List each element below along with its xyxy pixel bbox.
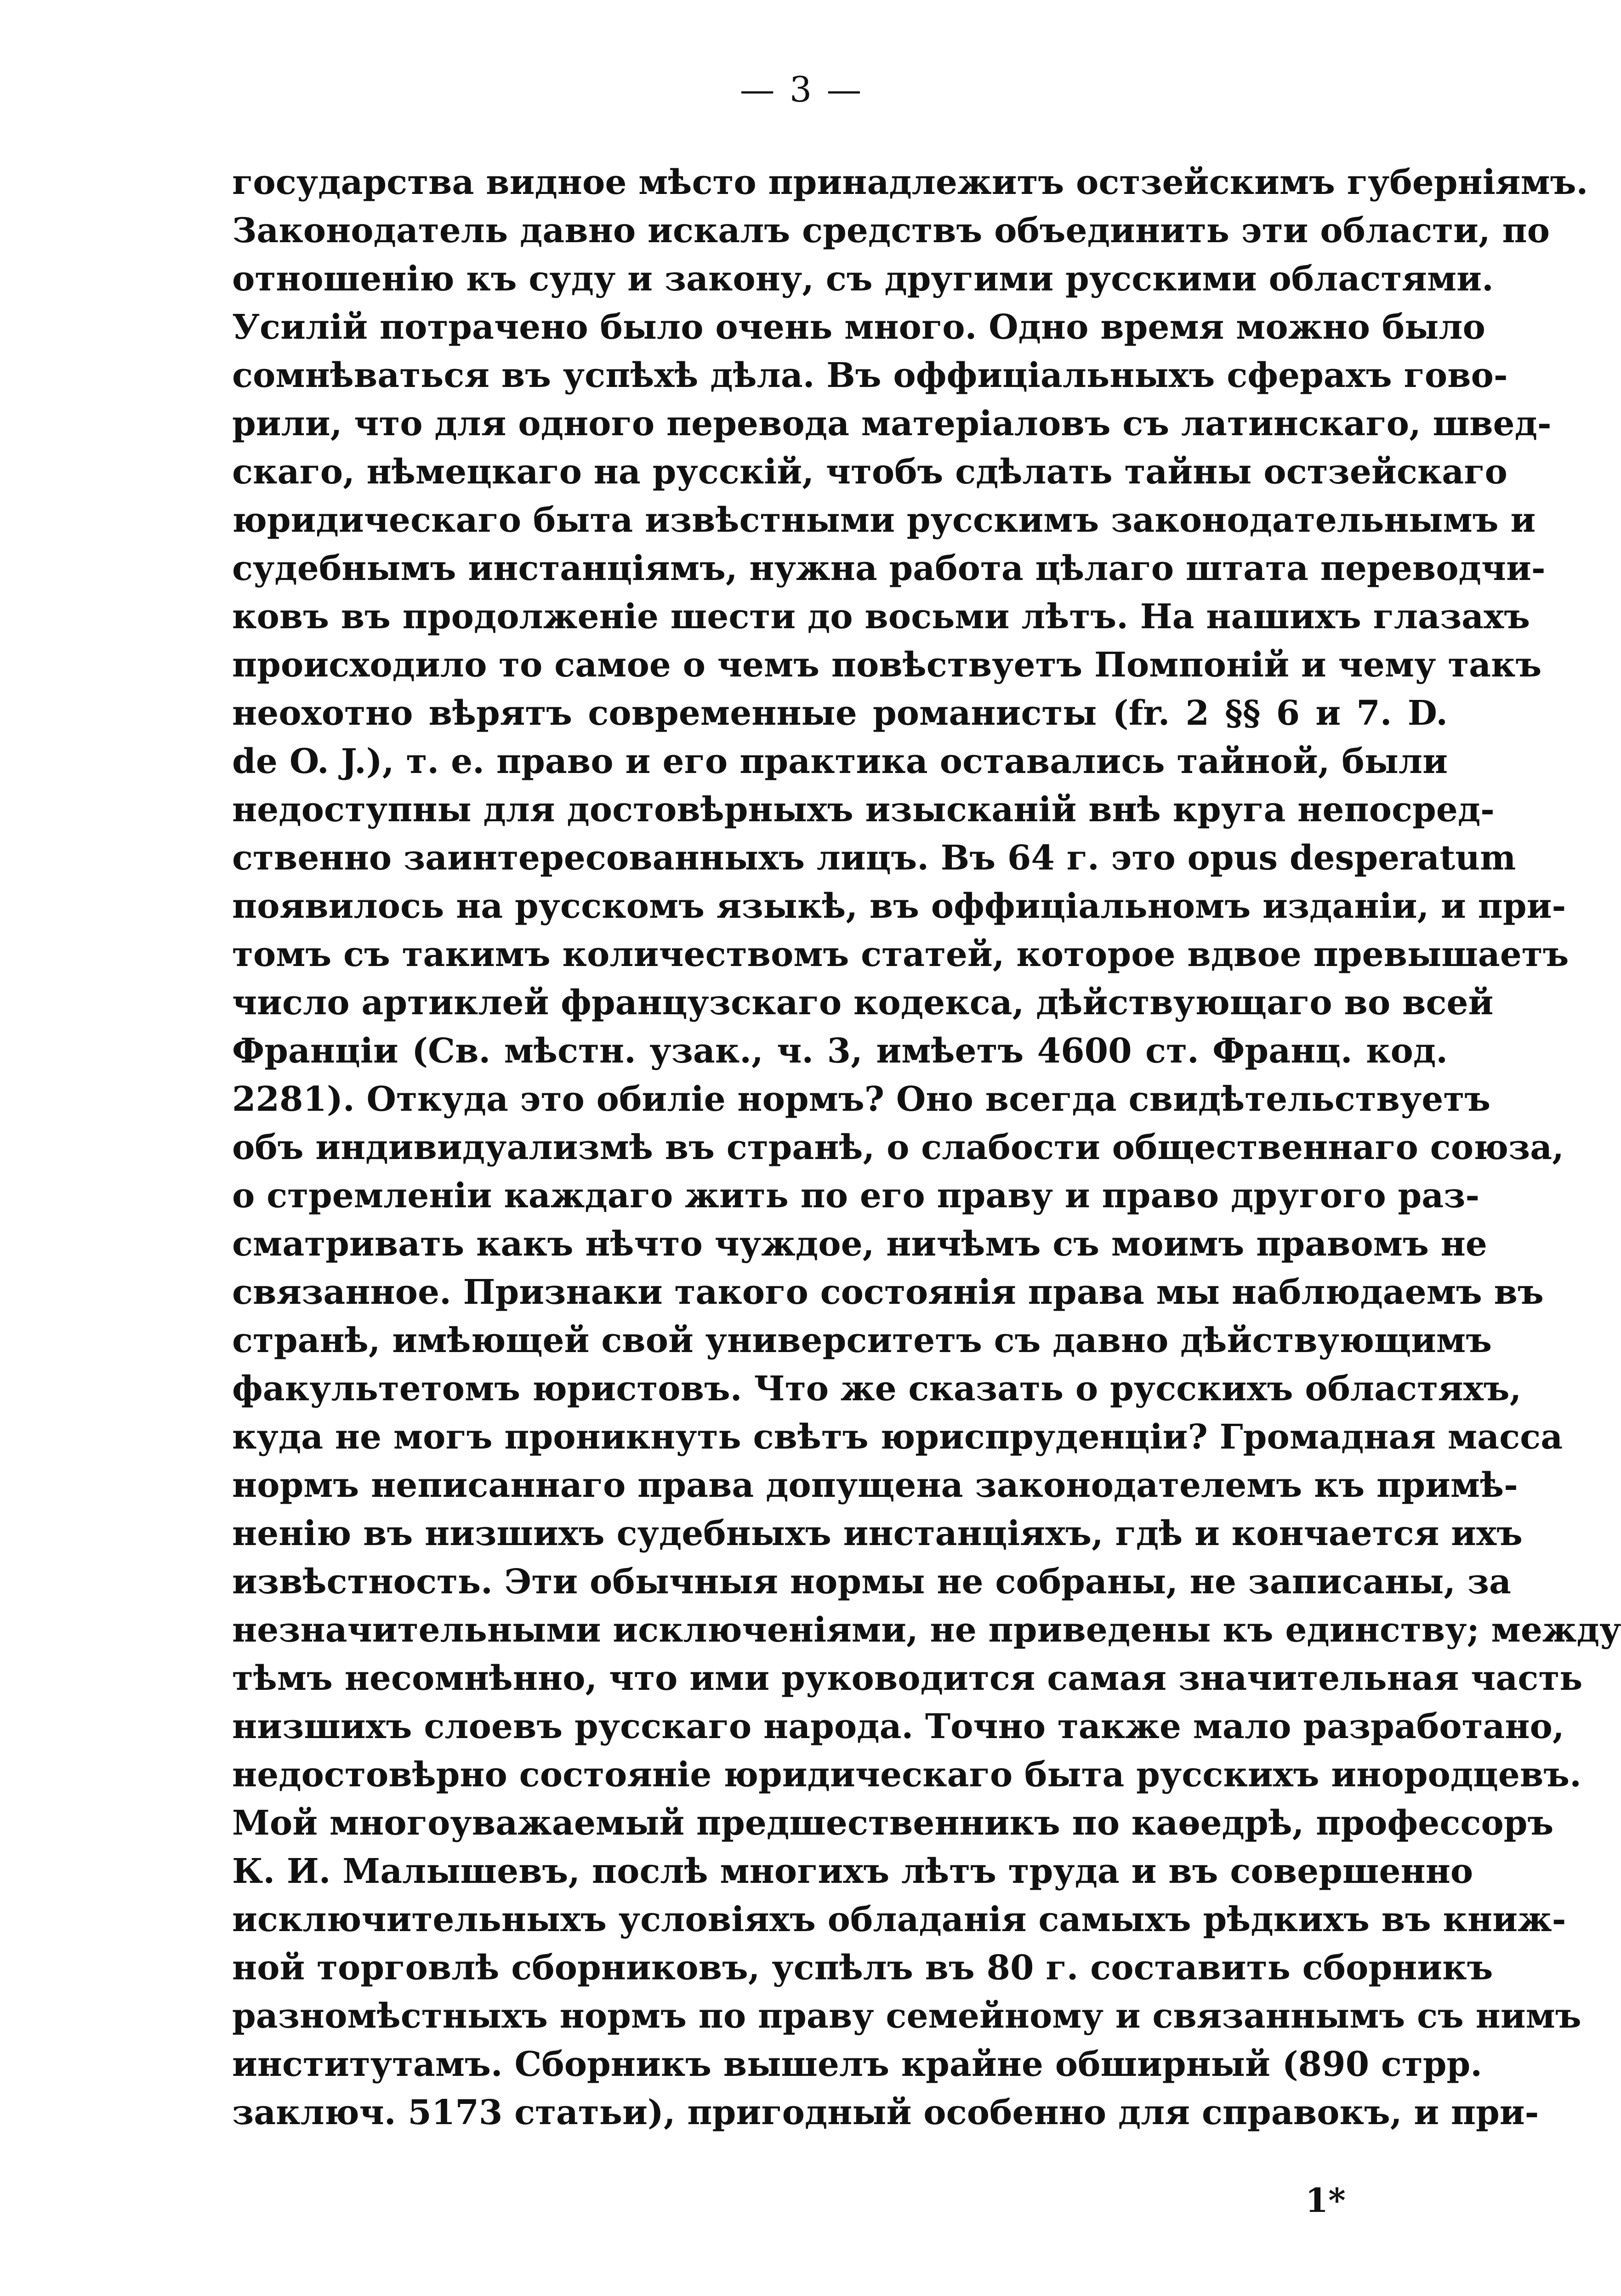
text-line: факультетомъ юристовъ. Что же сказать о русскихъ областяхъ, xyxy=(232,1369,1522,1409)
text-line: исключительныхъ условіяхъ обладанія самыхъ рѣдкихъ въ книж- xyxy=(232,1900,1566,1939)
text-line: сомнѣваться въ успѣхѣ дѣла. Въ оффиціальныхъ сферахъ гово- xyxy=(232,356,1508,395)
text-line: низшихъ слоевъ русскаго народа. Точно также мало разработано, xyxy=(232,1707,1564,1746)
text-line: юридическаго быта извѣстными русскимъ законодательнымъ и xyxy=(232,500,1536,540)
text-line: государства видное мѣсто принадлежитъ остзейскимъ губерніямъ. xyxy=(232,163,1588,202)
text-line: ковъ въ продолженіе шести до восьми лѣтъ. На нашихъ глазахъ xyxy=(232,597,1530,637)
text-line: число артиклей французскаго кодекса, дѣйствующаго во всей xyxy=(232,983,1494,1023)
text-line: извѣстность. Эти обычныя нормы не собраны, не записаны, за xyxy=(232,1562,1511,1602)
text-line: неохотно вѣрятъ современные романисты (fr. 2 §§ 6 и 7. D. xyxy=(232,693,1448,733)
text-line: заключ. 5173 статьи), пригодный особенно для справокъ, и при- xyxy=(232,2093,1539,2132)
text-line: de O. J.), т. е. право и его практика оставались тайной, были xyxy=(232,742,1448,781)
text-body xyxy=(232,159,1621,2137)
text-line: ной торговлѣ сборниковъ, успѣлъ въ 80 г. составить сборникъ xyxy=(232,1948,1493,1988)
text-line: К. И. Малышевъ, послѣ многихъ лѣтъ труда и въ совершенно xyxy=(232,1852,1473,1891)
text-line: отношенію къ суду и закону, съ другими русскими областями. xyxy=(232,259,1494,299)
text-line: институтамъ. Сборникъ вышелъ крайне обширный (890 стрр. xyxy=(232,2045,1483,2084)
text-line: происходило то самое о чемъ повѣствуетъ Помпоній и чему такъ xyxy=(232,645,1542,685)
text-line: незначительными исключеніями, не приведены къ единству; между xyxy=(232,1610,1621,1650)
text-line: ственно заинтересованныхъ лицъ. Въ 64 г. это opus desperatum xyxy=(232,838,1516,878)
text-line: судебнымъ инстанціямъ, нужна работа цѣлаго штата переводчи- xyxy=(232,549,1546,588)
page-number: — 3 — xyxy=(739,69,864,110)
text-line: о стремленіи каждаго жить по его праву и право другого раз- xyxy=(232,1176,1480,1216)
text-line: объ индивидуализмѣ въ странѣ, о слабости общественнаго союза, xyxy=(232,1128,1564,1167)
signature-mark: 1* xyxy=(1305,2181,1346,2220)
text-line: странѣ, имѣющей свой университетъ съ давно дѣйствующимъ xyxy=(232,1321,1492,1360)
text-line: недостовѣрно состояніе юридическаго быта русскихъ инородцевъ. xyxy=(232,1755,1581,1795)
text-line: ненію въ низшихъ судебныхъ инстанціяхъ, гдѣ и кончается ихъ xyxy=(232,1514,1523,1553)
text-line: появилось на русскомъ языкѣ, въ оффиціальномъ изданіи, и при- xyxy=(232,887,1566,926)
text-line: рили, что для одного перевода матеріаловъ съ латинскаго, швед- xyxy=(232,404,1552,443)
text-line: разномѣстныхъ нормъ по праву семейному и связаннымъ съ нимъ xyxy=(232,1996,1581,2036)
text-line: Законодатель давно искалъ средствъ объединить эти области, по xyxy=(232,211,1550,250)
text-line: связанное. Признаки такого состоянія права мы наблюдаемъ въ xyxy=(232,1273,1544,1312)
text-line: томъ съ такимъ количествомъ статей, которое вдвое превышаетъ xyxy=(232,935,1569,974)
text-line: нормъ неписаннаго права допущена законодателемъ къ примѣ- xyxy=(232,1466,1518,1505)
text-line: скаго, нѣмецкаго на русскій, чтобъ сдѣлать тайны остзейскаго xyxy=(232,452,1507,492)
text-line: тѣмъ несомнѣнно, что ими руководится самая значительная часть xyxy=(232,1659,1583,1698)
text-line: Мой многоуважаемый предшественникъ по каѳедрѣ, профессоръ xyxy=(232,1803,1554,1843)
text-line: Франціи (Св. мѣстн. узак., ч. 3, имѣетъ 4600 ст. Франц. код. xyxy=(232,1031,1448,1071)
text-line: Усилій потрачено было очень много. Одно время можно было xyxy=(232,307,1485,347)
text-line: недоступны для достовѣрныхъ изысканій внѣ круга непосред- xyxy=(232,790,1495,830)
text-line: сматривать какъ нѣчто чуждое, ничѣмъ съ моимъ правомъ не xyxy=(232,1224,1487,1264)
text-line: куда не могъ проникнуть свѣтъ юриспруденціи? Громадная масса xyxy=(232,1417,1563,1457)
text-line: 2281). Откуда это обиліе нормъ? Оно всегда свидѣтельствуетъ xyxy=(232,1080,1490,1119)
